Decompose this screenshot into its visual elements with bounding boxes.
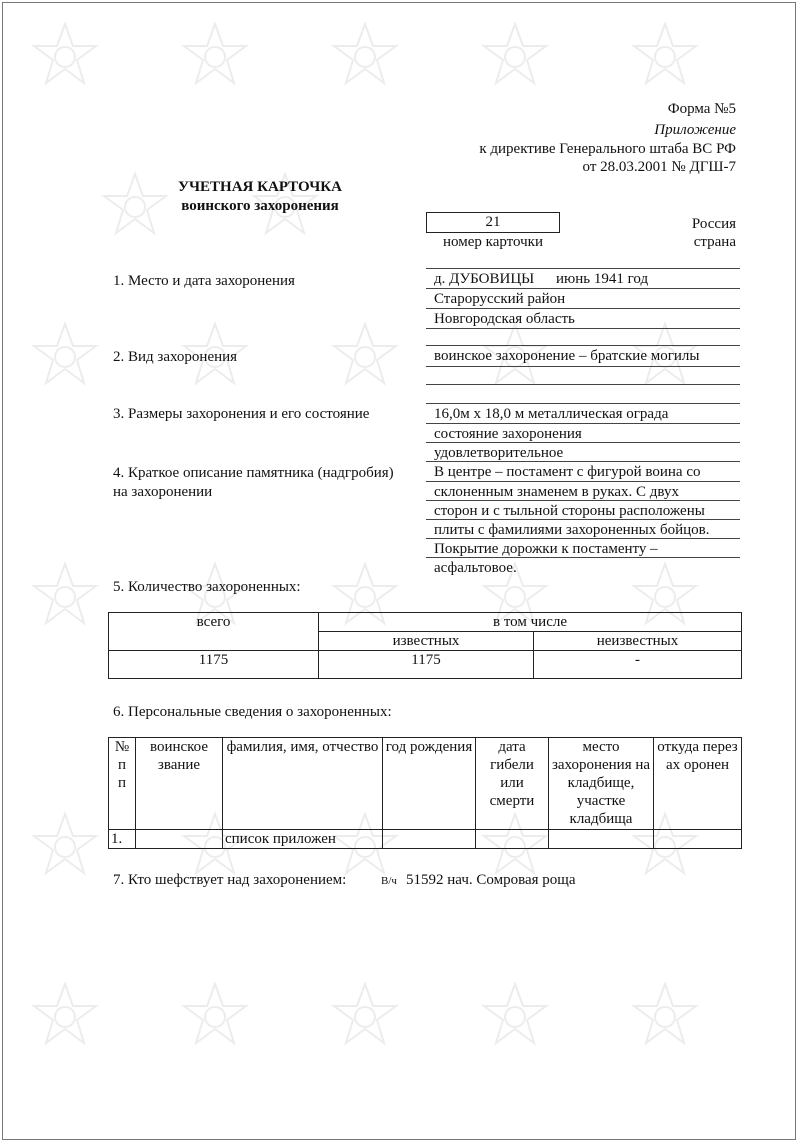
rule (426, 519, 740, 520)
person-cell (476, 830, 549, 849)
burial-size: 16,0м х 18,0 м металлическая ограда (434, 406, 669, 422)
rule (426, 403, 740, 404)
monument-desc-line: Покрытие дорожки к постаменту – (434, 541, 658, 557)
rule (426, 384, 740, 385)
rule (426, 442, 740, 443)
burial-condition-label: состояние захоронения (434, 426, 582, 442)
patron-value: 51592 нач. Сомровая роща (406, 872, 576, 888)
country-label: страна (693, 234, 736, 250)
monument-desc-line: асфальтовое. (434, 560, 517, 576)
col-name: фамилия, имя, отчество (223, 738, 383, 830)
directive-line2: от 28.03.2001 № ДГШ-7 (582, 159, 736, 175)
section4-label-cont: на захоронении (113, 484, 213, 500)
rule (426, 345, 740, 346)
header-known: известных (319, 632, 534, 651)
appendix-label: Приложение (654, 122, 736, 138)
persons-table (108, 737, 742, 849)
monument-desc-line: склоненным знаменем в руках. С двух (434, 484, 679, 500)
section3-label: 3. Размеры захоронения и его состояние (113, 406, 370, 422)
card-number-label: номер карточки (443, 234, 543, 250)
person-cell (549, 830, 654, 849)
rule (426, 557, 740, 558)
card-title: УЧЕТНАЯ КАРТОЧКА (178, 179, 342, 195)
person-cell: 1. (109, 830, 136, 849)
count-known: 1175 (319, 651, 534, 679)
card-number-box: 21 (426, 212, 560, 233)
col-death-date: дата гибели или смерти (476, 738, 549, 830)
person-cell (383, 830, 476, 849)
count-unknown: - (534, 651, 742, 679)
header-including: в том числе (319, 613, 742, 632)
rule (426, 500, 740, 501)
burial-date: июнь 1941 год (556, 271, 649, 287)
col-burial-place: место захоронения на кладбище, участке кладбища (549, 738, 654, 830)
monument-desc-line: плиты с фамилиями захороненных бойцов. (434, 522, 710, 538)
patron-unit-prefix: В/ч (381, 875, 397, 887)
monument-desc-line: В центре – постамент с фигурой воина со (434, 464, 701, 480)
header-total: всего (109, 613, 319, 651)
count-total: 1175 (109, 651, 319, 679)
section6-label: 6. Персональные сведения о захороненных: (113, 704, 392, 720)
col-birth-year: год рождения (383, 738, 476, 830)
rule (426, 538, 740, 539)
section2-label: 2. Вид захоронения (113, 349, 238, 365)
directive-line1: к директиве Генерального штаба ВС РФ (479, 141, 736, 157)
burial-condition: удовлетворительное (434, 445, 564, 461)
burial-region: Новгородская область (434, 311, 575, 327)
burial-place: д. ДУБОВИЦЫ (434, 271, 535, 287)
section7-label: 7. Кто шефствует над захоронением: (113, 872, 347, 888)
person-cell (136, 830, 223, 849)
country-value: Россия (691, 216, 736, 232)
rule (426, 481, 740, 482)
card-subtitle: воинского захоронения (181, 198, 339, 214)
col-reburied-from: откуда перезах оронен (654, 738, 742, 830)
section1-label: 1. Место и дата захоронения (113, 273, 295, 289)
person-cell: список приложен (223, 830, 383, 849)
rule (426, 308, 740, 309)
burial-count-table (108, 612, 742, 679)
person-cell (654, 830, 742, 849)
monument-desc-line: сторон и с тыльной стороны расположены (434, 503, 705, 519)
header-unknown: неизвестных (534, 632, 742, 651)
section5-label: 5. Количество захороненных: (113, 579, 301, 595)
section4-label: 4. Краткое описание памятника (надгробия) (113, 465, 394, 481)
form-number: Форма №5 (667, 101, 736, 117)
burial-district: Старорусский район (434, 291, 566, 307)
col-rank: воинское звание (136, 738, 223, 830)
rule (426, 288, 740, 289)
rule (426, 328, 740, 329)
rule (426, 268, 740, 269)
col-number: № п п (109, 738, 136, 830)
burial-type: воинское захоронение – братские могилы (434, 348, 700, 364)
rule (426, 366, 740, 367)
rule (426, 461, 740, 462)
rule (426, 423, 740, 424)
